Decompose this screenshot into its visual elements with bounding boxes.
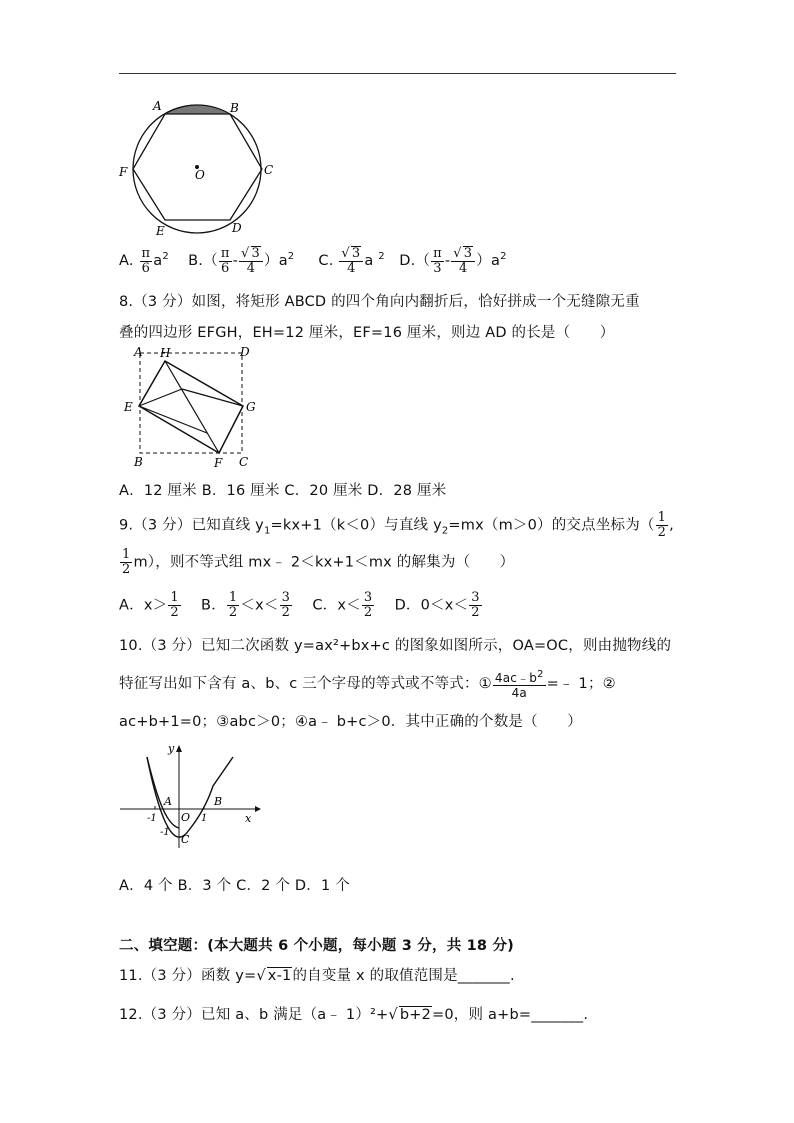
q8-quadrilateral-efgh — [139, 361, 243, 453]
denominator: 4 — [347, 261, 356, 276]
paren-close: ） — [263, 253, 279, 269]
minus-sign: - — [232, 253, 239, 269]
numerator: 3 — [471, 590, 480, 605]
q8-label-f: F — [214, 456, 223, 470]
q7-options — [119, 246, 507, 276]
q7-option-d-label: D. — [399, 253, 416, 269]
q8-fold-line-2 — [139, 389, 182, 406]
pi-symbol: π — [433, 245, 442, 261]
q9-stem-line1: 9.（3 分）已知直线 $y_1=kx+1(k<0)$与直线 $y_2=mx(m>0)$的交点坐标为（ $\frac{1}{2}$ , — [119, 510, 674, 540]
denominator: 2 — [363, 605, 373, 620]
q10-stem-line2 — [119, 668, 616, 700]
q7-label-f: F — [119, 165, 128, 179]
q8-label-b: B — [134, 455, 143, 469]
exponent: 2 — [287, 251, 295, 263]
q7-label-d: D — [232, 221, 242, 235]
q10-tick-label-mm1: -1 — [160, 827, 170, 838]
subscript: 2 — [441, 525, 449, 537]
denominator: 4 — [459, 261, 468, 276]
q7-option-b-frac2 — [239, 246, 263, 276]
q8-fold-line-3 — [182, 389, 243, 406]
q7-option-a-label: A. — [119, 253, 134, 269]
q9-text-b: =kx+1（k＜0）与直线 y — [270, 517, 442, 534]
sqrt-numerator: √ 3 — [451, 246, 475, 262]
q7-label-b: B — [230, 101, 239, 115]
q10-label-y: y — [168, 742, 175, 755]
q8-rectangle-figure — [120, 343, 265, 471]
section2-title: 二、填空题：(本大题共 6 个小题，每小题 3 分，共 18 分) — [119, 938, 514, 954]
sqrt-arg: b+2 — [399, 1007, 432, 1023]
denominator: 6 — [141, 260, 151, 276]
numerator: 1 — [170, 590, 179, 605]
numerator: 1 — [228, 590, 238, 605]
denominator: 3 — [433, 260, 442, 276]
q12-stem — [119, 1003, 588, 1024]
q10-label-b: B — [214, 795, 223, 808]
q7-option-b-frac1 — [219, 247, 232, 276]
q8-stem-line2: 叠的四边形 EFGH，EH=12 厘米，EF=16 厘米，则边 AD 的长是（ ） — [119, 325, 615, 341]
q10-label-a: A — [164, 795, 172, 808]
fraction — [280, 591, 292, 620]
q9-option-b: B． — [201, 597, 226, 614]
q9-text-a: 9.（3 分）已知直线 y — [119, 517, 264, 534]
q7-shaded-segment — [165, 105, 230, 114]
q10-label-o: O — [181, 811, 191, 824]
numerator — [493, 668, 546, 686]
sqrt-arg: 3 — [463, 246, 473, 261]
denominator: 4 — [246, 261, 256, 276]
denominator: 2 — [657, 525, 667, 540]
header-rule — [119, 73, 676, 74]
sqrt-arg: 3 — [251, 246, 260, 261]
denominator: 2 — [122, 562, 131, 577]
sqrt-numerator: √ 3 — [339, 246, 363, 262]
paren-close: ） — [476, 253, 491, 269]
paren-open: （ — [203, 253, 218, 269]
q7-option-b-label: B. — [188, 253, 204, 269]
q10-options: A．4 个 B．3 个 C．2 个 D．1 个 — [119, 878, 350, 894]
q9-frac-half-m — [120, 548, 132, 577]
q8-fold-line-1 — [165, 361, 219, 453]
exponent: 2 — [537, 669, 544, 680]
a-variable: a — [490, 253, 501, 269]
q9-text-d: m），则不等式组 mx﹣ 2＜kx+1＜mx 的解集为（ ） — [133, 554, 515, 571]
sqrt-arg: 3 — [351, 246, 361, 261]
q9-option-b-mid: ＜x＜ — [240, 597, 279, 614]
q8-label-h: H — [160, 346, 171, 360]
q10-tick-label-m1: -1 — [147, 813, 157, 824]
exponent: 2 — [162, 251, 169, 263]
denominator: 2 — [471, 605, 480, 620]
q7-label-e: E — [156, 224, 165, 237]
q7-option-d-frac2 — [451, 246, 475, 276]
q8-fold-line-4 — [139, 406, 207, 433]
q12-text-b: =0，则 a+b=_______. — [432, 1007, 589, 1023]
q10-text-b: =﹣ 1；② — [546, 676, 616, 692]
denominator: 2 — [170, 605, 179, 620]
paren-open: （ — [415, 253, 431, 269]
q8-label-g: G — [246, 400, 256, 414]
denominator: 2 — [281, 605, 291, 620]
q8-label-d: D — [240, 345, 250, 359]
q9-option-c: C．x＜ — [312, 597, 361, 614]
fraction — [469, 591, 481, 620]
q9-frac-half — [656, 511, 668, 540]
q11-text-a: 11.（3 分）函数 y= — [119, 968, 257, 984]
numerator-text: 4ac﹣b — [494, 671, 538, 685]
q10-x-arrow-icon — [255, 806, 261, 812]
sqrt-symbol: √ — [256, 968, 266, 984]
q10-text-a: 特征写出如下含有 a、b、c 三个字母的等式或不等式：① — [119, 676, 492, 692]
q10-stem-line3: ac+b+1=0；③abc＞0；④a﹣ b+c＞0．其中正确的个数是（ ） — [119, 714, 582, 730]
q10-fraction — [493, 668, 546, 700]
numerator: 3 — [281, 590, 291, 605]
sqrt-symbol: √ — [388, 1007, 398, 1023]
q9-text-c: =mx（m＞0）的交点坐标为（ — [448, 517, 655, 534]
sqrt-arg: x-1 — [267, 968, 292, 984]
exponent: 2 — [378, 251, 385, 263]
q9-option-d: D．0＜x＜ — [394, 597, 469, 614]
q10-y-arrow-icon — [176, 745, 182, 752]
q7-hexagon-figure — [115, 97, 280, 237]
denominator: 6 — [220, 260, 230, 276]
q8-stem-line1: 8.（3 分）如图，将矩形 ABCD 的四个角向内翻折后，恰好拼成一个无缝隙无重 — [119, 294, 640, 310]
q7-option-c-frac — [339, 246, 363, 276]
fraction — [168, 591, 180, 620]
q12-text-a: 12.（3 分）已知 a、b 满足（a﹣ 1）²+ — [119, 1007, 389, 1023]
q9-stem-line2 — [119, 548, 514, 577]
q7-label-c: C — [264, 163, 274, 177]
pi-symbol: π — [220, 245, 230, 261]
q9-options — [119, 591, 483, 620]
q8-label-e: E — [124, 400, 133, 414]
denominator: 4a — [511, 686, 527, 700]
q10-parabola-figure — [115, 740, 265, 855]
numerator: 3 — [363, 590, 373, 605]
numerator: 1 — [122, 547, 131, 562]
a-variable: a — [278, 253, 288, 269]
denominator: 2 — [228, 605, 238, 620]
q8-options: A．12 厘米 B．16 厘米 C．20 厘米 D．28 厘米 — [119, 483, 447, 499]
q7-option-a-frac — [140, 247, 153, 276]
numerator: 1 — [657, 510, 667, 525]
q10-label-x: x — [245, 812, 252, 825]
exponent: 2 — [500, 251, 507, 263]
pi-symbol: π — [141, 245, 151, 261]
q10-label-c: C — [181, 833, 190, 846]
q10-tick-label-p1: 1 — [201, 813, 208, 824]
q7-option-d-frac1 — [431, 247, 444, 276]
fraction — [362, 591, 374, 620]
q8-label-a: A — [134, 345, 143, 359]
q9-option-a: A．x＞ — [119, 597, 168, 614]
q10-stem-line1: 10.（3 分）已知二次函数 y=ax²+bx+c 的图象如图所示，OA=OC，则由抛物线的 — [119, 638, 672, 654]
q11-text-b: 的自变量 x 的取值范围是_______. — [292, 968, 515, 984]
q8-label-c: C — [239, 455, 249, 469]
q7-label-a: A — [153, 99, 162, 113]
sqrt-numerator: √ 3 — [239, 246, 263, 262]
q7-label-o: O — [195, 168, 205, 182]
a-variable: a — [364, 253, 374, 269]
subscript: 1 — [263, 525, 271, 537]
fraction — [227, 591, 239, 620]
q11-stem — [119, 964, 515, 985]
q7-option-c-label: C. — [318, 253, 334, 269]
minus-sign: - — [444, 253, 451, 269]
a-variable: a — [153, 253, 163, 269]
